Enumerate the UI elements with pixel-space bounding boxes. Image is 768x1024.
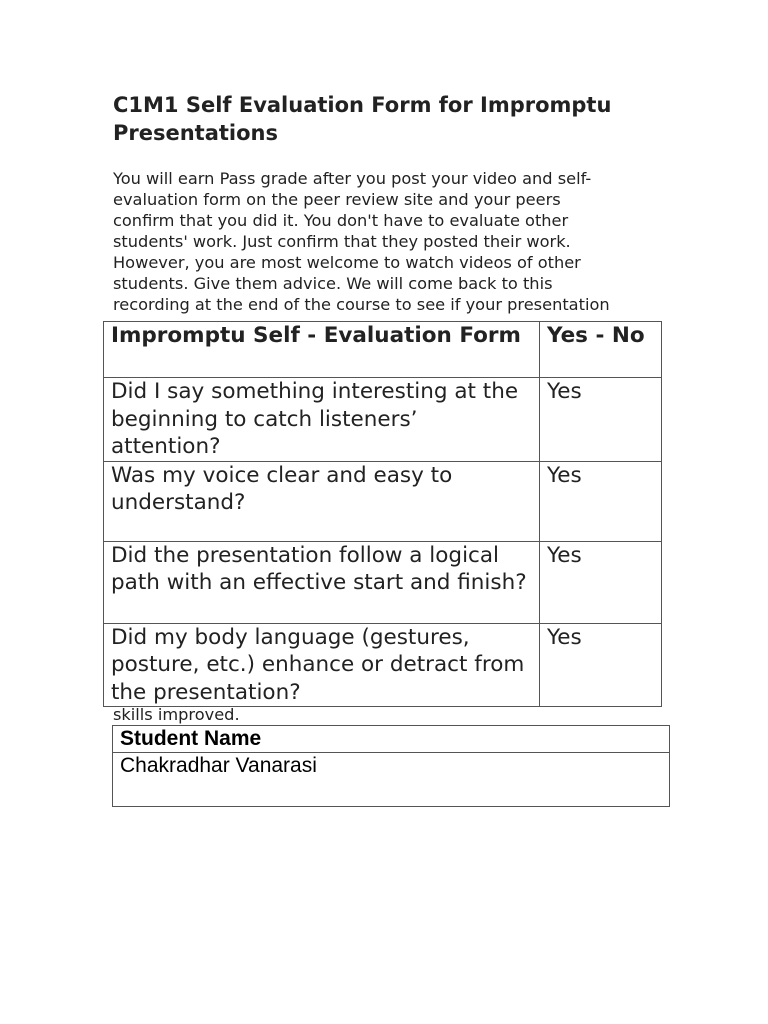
- student-name-header: Student Name: [113, 726, 670, 753]
- student-name-value: Chakradhar Vanarasi: [113, 753, 670, 807]
- intro-paragraph-continuation: skills improved.: [113, 705, 240, 724]
- evaluation-answer: Yes: [540, 541, 662, 623]
- evaluation-header-form: Impromptu Self - Evaluation Form: [104, 322, 540, 378]
- evaluation-question: Did my body language (gestures, posture, etc.) enhance or detract from the presentation?: [104, 623, 540, 707]
- evaluation-answer: Yes: [540, 378, 662, 462]
- evaluation-answer: Yes: [540, 461, 662, 541]
- document-title: C1M1 Self Evaluation Form for Impromptu Presentations: [113, 93, 612, 145]
- evaluation-answer: Yes: [540, 623, 662, 707]
- evaluation-table-header-row: [104, 322, 662, 378]
- evaluation-question: Did the presentation follow a logical path with an effective start and finish?: [104, 541, 540, 623]
- table-row: [104, 378, 662, 462]
- evaluation-question: Was my voice clear and easy to understand?: [104, 461, 540, 541]
- student-table: [112, 725, 670, 807]
- intro-paragraph: You will earn Pass grade after you post your video and self- evaluation form on the peer review site and your peers confirm that you did it. You don't have to evaluate other students' work. Just confirm that they posted their work. However, you are most welcome to watch videos of other students. Give them advice. We will come back to this recording at the end of the course to see if your presentation: [113, 169, 610, 314]
- evaluation-table: [103, 321, 662, 707]
- table-row: [104, 541, 662, 623]
- evaluation-header-yes-no: Yes - No: [540, 322, 662, 378]
- evaluation-question: Did I say something interesting at the beginning to catch listeners’ attention?: [104, 378, 540, 462]
- table-row: [104, 623, 662, 707]
- student-table-header-row: [113, 726, 670, 753]
- table-row: [113, 753, 670, 807]
- table-row: [104, 461, 662, 541]
